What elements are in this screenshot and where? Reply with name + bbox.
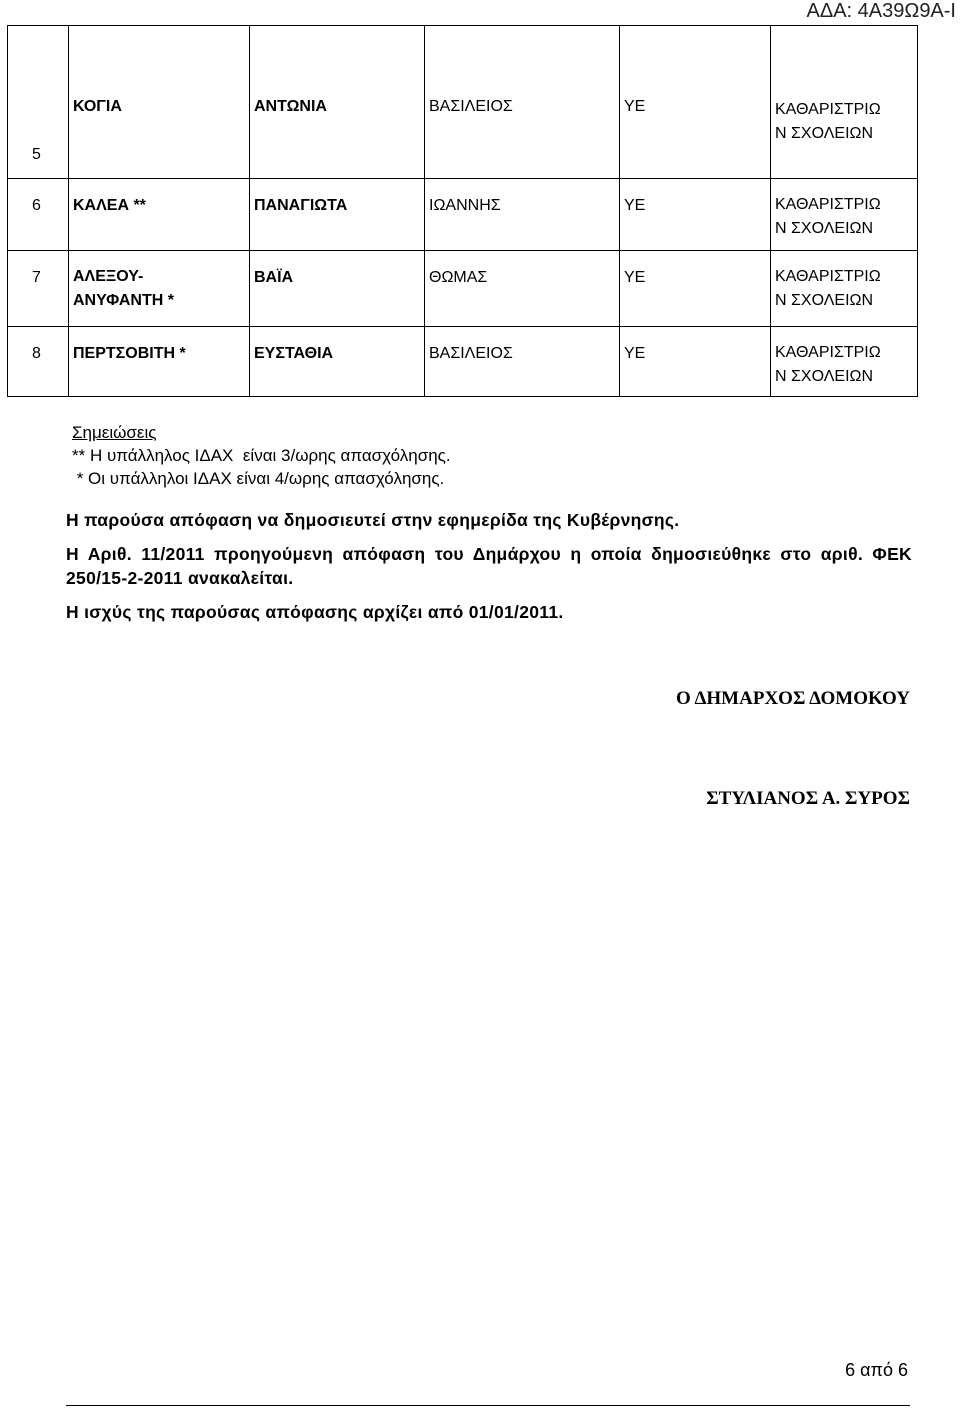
ada-code: ΑΔΑ: 4Α39Ω9Α-Ι	[806, 0, 956, 22]
row-number: 5	[8, 26, 69, 179]
table-row	[8, 327, 918, 397]
name-cell: ΕΥΣΤΑΘΙΑ	[250, 327, 425, 397]
surname-cell: ΚΑΛΕΑ **	[69, 179, 250, 251]
category-cell: ΥΕ	[620, 26, 771, 179]
specialty-cell: ΚΑΘΑΡΙΣΤΡΙΩ Ν ΣΧΟΛΕΙΩΝ	[771, 26, 918, 179]
signature-name: ΣΤΥΛΙΑΝΟΣ Α. ΣΥΡΟΣ	[706, 788, 910, 809]
father-name-cell: ΙΩΑΝΝΗΣ	[425, 179, 620, 251]
decision-paragraph: Η Αριθ. 11/2011 προηγούμενη απόφαση του Δημάρχου η οποία δημοσιεύθηκε στο αριθ. ΦΕΚ 250/15-2-2011 ανακαλείται.	[66, 544, 912, 588]
footer-divider	[66, 1405, 910, 1406]
notes-title: Σημειώσεις	[72, 423, 157, 442]
father-name-cell: ΘΩΜΑΣ	[425, 251, 620, 327]
specialty-cell: ΚΑΘΑΡΙΣΤΡΙΩ Ν ΣΧΟΛΕΙΩΝ	[771, 327, 918, 397]
table-row	[8, 251, 918, 327]
surname-cell: ΠΕΡΤΣΟΒΙΤΗ *	[69, 327, 250, 397]
name-cell: ΑΝΤΩΝΙΑ	[250, 26, 425, 179]
father-name-cell: ΒΑΣΙΛΕΙΟΣ	[425, 327, 620, 397]
signature-title: Ο ΔΗΜΑΡΧΟΣ ΔΟΜΟΚΟΥ	[676, 688, 910, 709]
table-row	[8, 26, 918, 179]
decisions-section	[66, 508, 912, 624]
table-row	[8, 179, 918, 251]
row-number: 6	[8, 179, 69, 251]
surname-cell: ΑΛΕΞΟΥ- ΑΝΥΦΑΝΤΗ *	[69, 251, 250, 327]
note-line: * Οι υπάλληλοι ΙΔΑΧ είναι 4/ωρης απασχόλησης.	[72, 469, 445, 488]
name-cell: ΠΑΝΑΓΙΩΤΑ	[250, 179, 425, 251]
category-cell: ΥΕ	[620, 327, 771, 397]
specialty-cell: ΚΑΘΑΡΙΣΤΡΙΩ Ν ΣΧΟΛΕΙΩΝ	[771, 251, 918, 327]
category-cell: ΥΕ	[620, 251, 771, 327]
row-number: 8	[8, 327, 69, 397]
specialty-cell: ΚΑΘΑΡΙΣΤΡΙΩ Ν ΣΧΟΛΕΙΩΝ	[771, 179, 918, 251]
category-cell: ΥΕ	[620, 179, 771, 251]
father-name-cell: ΒΑΣΙΛΕΙΟΣ	[425, 26, 620, 179]
name-cell: ΒΑΪΑ	[250, 251, 425, 327]
note-line: ** Η υπάλληλος ΙΔΑΧ είναι 3/ωρης απασχόλησης.	[72, 446, 451, 465]
staff-table	[7, 25, 918, 397]
notes-section	[72, 421, 451, 490]
decision-paragraph: Η ισχύς της παρούσας απόφασης αρχίζει από 01/01/2011.	[66, 602, 564, 622]
decision-paragraph: Η παρούσα απόφαση να δημοσιευτεί στην εφημερίδα της Κυβέρνησης.	[66, 510, 680, 530]
row-number: 7	[8, 251, 69, 327]
surname-cell: ΚΟΓΙΑ	[69, 26, 250, 179]
page-number: 6 από 6	[845, 1360, 908, 1380]
